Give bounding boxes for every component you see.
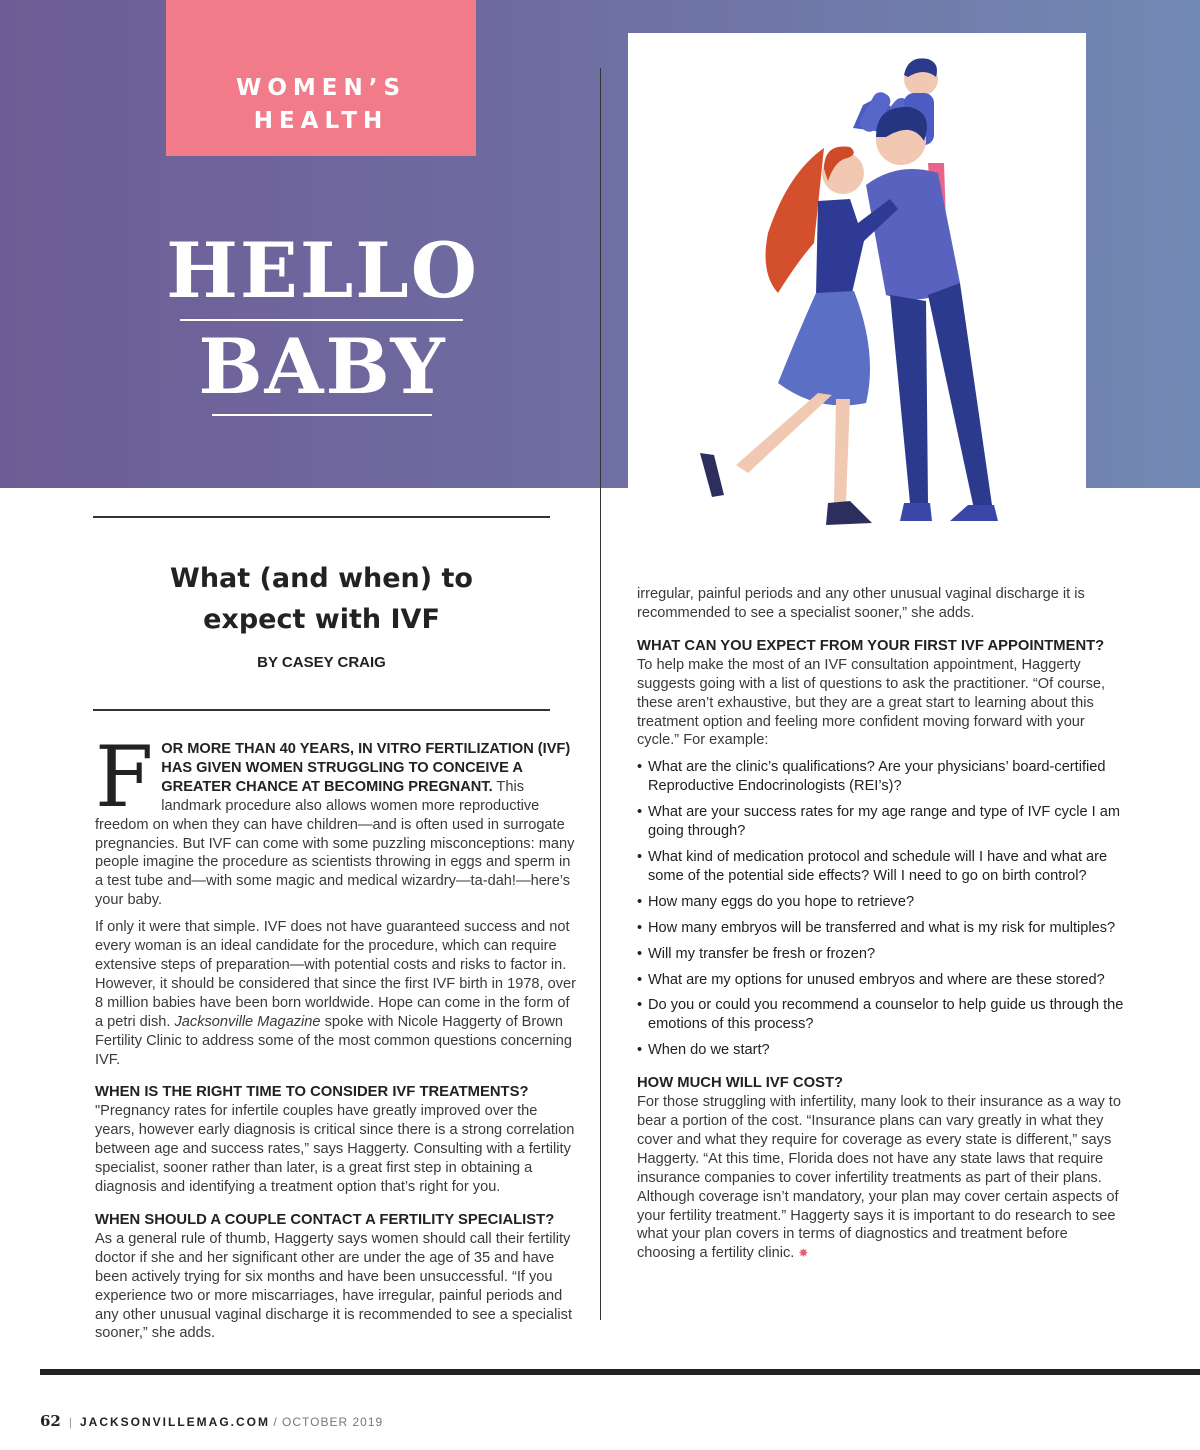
list-item: • When do we start? [637,1041,1124,1060]
appointment-text: To help make the most of an IVF consultation appointment, Haggerty suggests going with a list of questions to ask the practitioner. “Of course, these aren’t exhaustive, but they are a great start to learning about this treatment option and feeling more confident moving forward with your cycle.” For example: [637,656,1106,749]
issue-date: / OCTOBER 2019 [273,1415,384,1429]
intro-lead-caps: OR MORE THAN 40 YEARS, IN VITRO FERTILIZATION (IVF) HAS GIVEN WOMEN STRUGGLING TO CONCEIVE A GREATER CHANCE AT BECOMING PREGNANT. [161,741,571,795]
cost-paragraph [637,1093,1124,1263]
end-mark-icon: ✸ [798,1246,809,1261]
footer [40,1412,383,1430]
footer-bar [40,1369,1200,1375]
magazine-name: Jacksonville Magazine [174,1013,321,1030]
list-item: • What are the clinic’s qualifications? Are your physicians’ board-certified Reproductive Endocrinologists (REI’s)? [637,758,1124,796]
timing-text: "Pregnancy rates for infertile couples have greatly improved over the years, however early diagnosis is critical since there is a strong correlation between age and success rates,” says Haggerty. Consulting with a fertility specialist, sooner rather than later, is a great first step in obtaining a diagnosis and identifying a treatment option that’s right for you. [95,1103,575,1196]
cost-heading: HOW MUCH WILL IVF COST? [637,1075,844,1092]
family-illustration [628,33,1086,533]
contact-heading: WHEN SHOULD A COUPLE CONTACT A FERTILITY SPECIALIST? [95,1211,555,1228]
subtitle-rule-top [93,516,550,518]
page-number: 62 [40,1412,61,1430]
list-item: • What are my options for unused embryos and where are these stored? [637,971,1124,990]
title-hello: HELLO [166,226,479,315]
magazine-url[interactable]: JACKSONVILLEMAG.COM [80,1415,271,1429]
contact-text-continued: irregular, painful periods and any other unusual vaginal discharge it is recommended to see a specialist sooner,” she adds. [637,586,1085,621]
list-item: • Do you or could you recommend a counselor to help guide us through the emotions of this process? [637,996,1124,1034]
intro-paragraph-2 [95,918,577,1069]
intro-para2-a: If only it were that simple. IVF does not have guaranteed success and not every woman is an ideal candidate for the procedure, which can require extensive steps of preparation—with potential costs and risks to factor in. However, it should be considered that since the first IVF birth in 1978, over 8 million babies have been born worldwide. Hope can come in the form of a petri dish. [95,919,577,1030]
cost-text: For those struggling with infertility, many look to their insurance as a way to bear a portion of the cost. “Insurance plans can vary greatly in what they cover and what they require for coverage as every state is different,” says Haggerty. “At this time, Florida does not have any state laws that require insurance companies to cover infertility treatments as part of their plans. Although coverage isn’t mandatory, your plan may cover certain aspects of your fertility treatment.” Haggerty says it is important to do research to see what your plan covers in terms of diagnostics and treatment before choosing a fertility clinic. [637,1094,1121,1262]
list-item: • What kind of medication protocol and schedule will I have and what are some of the potential side effects? Will I need to go on birth control? [637,848,1124,886]
title-baby: BABY [198,322,447,411]
subtitle-rule-bottom [93,709,550,711]
title-rule-1 [180,319,463,321]
subtitle [93,558,550,640]
subtitle-line2: expect with IVF [203,604,440,635]
drop-cap: F [95,728,154,826]
contact-text: As a general rule of thumb, Haggerty says women should call their fertility doctor if she and her significant other are under the age of 35 and have been actively trying for six months and have been unsuccessful. “If you experience two or more miscarriages, have irregular, painful periods and any other unusual vaginal discharge it is recommended to see a specialist sooner,” she adds. [95,1230,572,1342]
column-divider [600,68,601,1320]
woman-figure [700,146,898,525]
intro-para2-b: spoke with Nicole Haggerty of Brown Fertility Clinic to address some of the most common questions concerning IVF. [95,1013,572,1068]
list-item: • How many eggs do you hope to retrieve? [637,893,1124,912]
questions-list [637,758,1124,1060]
section-tag-line1: WOMEN’S [235,75,407,101]
appointment-heading: WHAT CAN YOU EXPECT FROM YOUR FIRST IVF APPOINTMENT? [637,637,1105,654]
right-column [637,585,1124,1271]
left-column [95,728,577,1342]
illustration-panel [628,33,1086,488]
section-tag-line2: HEALTH [253,108,389,134]
subtitle-line1: What (and when) to [170,563,473,594]
list-item: • What are your success rates for my age range and type of IVF cycle I am going through? [637,803,1124,841]
list-item: • How many embryos will be transferred and what is my risk for multiples? [637,919,1124,938]
footer-separator: | [68,1415,72,1429]
list-item: • Will my transfer be fresh or frozen? [637,945,1124,964]
section-tag [166,0,476,156]
intro-paragraph [95,728,577,910]
byline: BY CASEY CRAIG [257,654,386,671]
title-rule-2 [212,414,432,416]
timing-heading: WHEN IS THE RIGHT TIME TO CONSIDER IVF TREATMENTS? [95,1084,529,1101]
intro-text: This landmark procedure also allows women more reproductive freedom on when they can have children—and is often used in surrogate pregnancies. But IVF can come with some puzzling misconceptions: many people imagine the procedure as scientists throwing in eggs and sperm in a test tube and—with some magic and medical wizardry—ta-dah!—here’s your baby. [95,778,575,909]
